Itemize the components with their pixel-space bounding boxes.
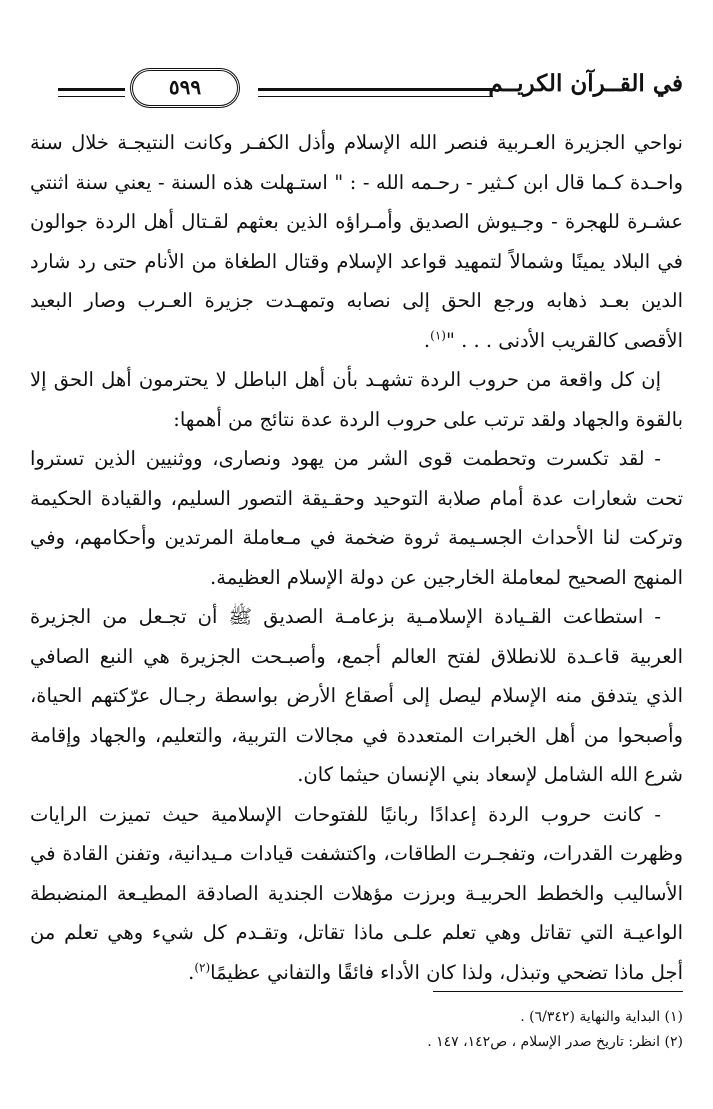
footnote-1: (١) البداية والنهاية (٦/٣٤٢) . (520, 1009, 683, 1025)
running-title: في القــرآن الكريــم (488, 70, 683, 97)
paragraph-1 (30, 123, 683, 360)
footnote-2: (٢) انظر: تاريخ صدر الإسلام ، ص١٤٢، ١٤٧ . (427, 1034, 683, 1050)
footnote-ref-1: (١) (430, 328, 446, 342)
paragraph-2: إن كل واقعة من حروب الردة تشهـد بأن أهل الباطل لا يحترمون أهل الحق إلا بالقوة والجهاد ولقد ترتب على حروب الردة عدة نتائج من أهمها: (30, 368, 683, 431)
main-text (30, 123, 683, 992)
paragraph-5-text: - كانت حروب الردة إعدادًا ربانيًا للفتوحات الإسلامية حيث تميزت الرايات وظهرت القدرات، وتفجـرت الطاقات، واكتشفت قيادات مـيدانية، وتفنن القادة في الأساليب والخطط الحربيـة وبرزت مؤهلات الجندية الصادقة المطيـعة المنضبطة الواعيـة التي تقاتل وهي تعلم علـى ماذا تقاتل، وتقـدم كل شيء وهي تعلم من أجل ماذا تضحي وتبذل، ولذا كان الأداء فائقًا والتفاني عظيمًا (30, 802, 683, 984)
header-rule-right (258, 88, 493, 97)
paragraph-3: - لقد تكسرت وتحطمت قوى الشر من يهود ونصارى، ووثنيين الذين تستروا تحت شعارات عدة أمام صلابة التوحيد وحقـيقة التصور السليم، والقيادة الحكيمة وتركت لنا الأحداث الجسـيمة ثروة ضخمة في مـعاملة المرتدين وأحكامهم، وفي المنهج الصحيح لمعاملة الخارجين عن دولة الإسلام العظيمة. (30, 447, 683, 589)
footnote-ref-2: (٢) (194, 960, 211, 974)
footnote-separator (433, 991, 683, 992)
paragraph-5 (30, 795, 683, 993)
paragraph-1-end: . (423, 328, 431, 352)
paragraph-5-end: . (188, 960, 195, 984)
paragraph-1-text: نواحي الجزيرة العـربية فنصر الله الإسلام وأذل الكفـر وكانت النتيجـة خلال سنة واحـدة كـما قال ابن كـثير - رحـمه الله - : " استـهلت هذه السنة - يعني سنة اثنتي عشـرة للهجرة - وجـيوش الصديق وأمـراؤه الذين بعثهم لقـتال أهل الردة جوالون في البلاد يمينًا وشمالاً لتمهيد قواعد الإسلام وقتال الطغاة من الأنام حتى رد شارد الدين بعـد ذهابه ورجع الحق إلى نصابه وتمهـدت جزيرة العـرب وصار البعيد الأقصى كالقريب الأدنى . . . " (30, 131, 683, 352)
footnotes (30, 1005, 683, 1055)
page-number: ٥٩٩ (130, 68, 240, 108)
header-rule-left (58, 88, 125, 97)
page-header (58, 58, 683, 108)
paragraph-4: - استطاعت القـيادة الإسلامـية بزعامـة الصديق ﷺ أن تجـعل من الجزيرة العربية قاعـدة للانطلاق لفتح العالم أجمع، وأصبـحت الجزيرة هي النبع الصافي الذي يتدفق منه الإسلام ليصل إلى أصقاع الأرض بواسطة رجـال عرّكتهم الحياة، وأصبحوا من أهل الخبرات المتعددة في مجالات التربية، والتعليم، والجهاد وإقامة شرع الله الشامل لإسعاد بني الإنسان حيثما كان. (30, 605, 683, 786)
